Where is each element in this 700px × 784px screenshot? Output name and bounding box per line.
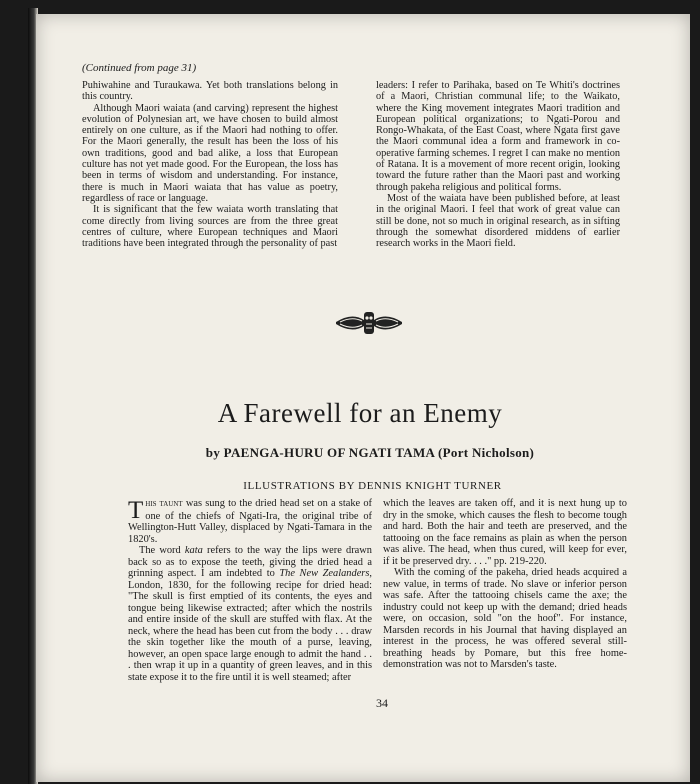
paragraph-text: The word [139, 545, 185, 556]
paragraph: which the leaves are taken off, and it is next hung up to dry in the smoke, which causes the flesh to become tough and hard. Both the hair and teeth are preserved, and the tattooing on the face remains as plain as when the person was alive. The head, when thus cured, will keep for ever, if it be preserved dry. . . ." pp. 219-220. [383, 498, 627, 567]
paragraph: Most of the waiata have been published before, at least in the original Maori. I feel that work of great value can still be done, not so much in original research, as in sifting through the somewhat disordered middens of earlier research works in the Maori field. [376, 192, 620, 250]
paragraph-text: was sung to the dried head set on a stake of one of the chiefs of Ngati-Ira, the original tribe of Wellington-Hutt Valley, displaced by Ngati-Tamara in the 1820's. [128, 498, 373, 545]
paragraph-text: refers to the way the lips were drawn back so as to expose the teeth, giving the dried head a grinning aspect. I am indebted to [128, 545, 372, 579]
page-number: 34 [376, 696, 388, 710]
carved-maori-ornament-icon [334, 308, 404, 338]
continued-note: (Continued from page 31) [82, 62, 197, 74]
paragraph [128, 545, 372, 683]
lead-in: his taunt [145, 499, 183, 509]
paragraph: With the coming of the pakeha, dried heads acquired a new value, in terms of trade. No slave or inferior person was safe. After the tattooing chisels came the axe; the industry could not keep up with the demand; dried heads were, on occasion, sold "on the hoof". For instance, Marsden records in his Journal that having displayed an interest in the process, he was offered several still-breathing heads by Pomare, but this free home-demonstration was not to Marsden's taste. [383, 567, 627, 670]
paragraph: Puhiwahine and Turaukawa. Yet both translations belong in this country. [82, 80, 338, 103]
paragraph: It is significant that the few waiata worth translating that come directly from living sources are from the three great centres of culture, where European techniques and Maori traditions have been integrated through the personality of past [82, 204, 338, 250]
illustrations-credit: ILLUSTRATIONS BY DENNIS KNIGHT TURNER [243, 480, 502, 492]
top-right-column [376, 80, 620, 249]
italic-term: kata [184, 545, 203, 556]
article-byline: by PAENGA-HURU OF NGATI TAMA (Port Nicholson) [205, 445, 535, 460]
paragraph-text: , London, 1830, for the following recipe for dried head: "The skull is first emptied of its contents, the eyes and tongue being likewise extracted; after which the nostrils and entire inside of the skull are stuffed with flax. At the neck, where the head has been cut from the body . . . draw the skin together like the mouth of a purse, leaving, however, an open space large enough to admit the hand . . . then wrap it up in a quantity of green leaves, and in this state expose it to the fire until it is well steamed; after [128, 568, 372, 683]
article-body-columns [128, 498, 648, 690]
paragraph: Although Maori waiata (and carving) represent the highest evolution of Polynesian art, we have chosen to build almost entirely on one culture, as if the Maori had nothing to offer. For the Maori generally, the result has been the loss of his own traditions, good and bad alike, a loss that European culture has not yet made good. For the European, the loss has been in terms of wisdom and understanding. For instance, there is much in Maori waiata that has value as poetry, regardless of race or language. [82, 102, 338, 204]
body-right-column [383, 498, 627, 671]
top-left-column [82, 80, 338, 249]
body-left-column [128, 498, 372, 683]
paragraph: leaders: I refer to Parihaka, based on Te Whiti's doctrines of a Maori, Christian communal life; to the Waikato, where the King movement integrates Maori tradition and European political organizations; to Ngati-Porou and Rongo-Whakata, of the East Coast, where Ngata first gave the Maori communal idea a form and framework in co-operative farming schemes. I regret I can make no mention of Ratana. It is a movement of more recent origin, looking toward the future rather than the Maori past and working through pakeha religious and political forms. [376, 80, 620, 193]
article-title: A Farewell for an Enemy [217, 398, 503, 428]
top-article-columns [82, 80, 620, 270]
paragraph [128, 498, 372, 545]
book-title: The New Zealanders [279, 568, 370, 579]
drop-cap: T [128, 497, 144, 524]
